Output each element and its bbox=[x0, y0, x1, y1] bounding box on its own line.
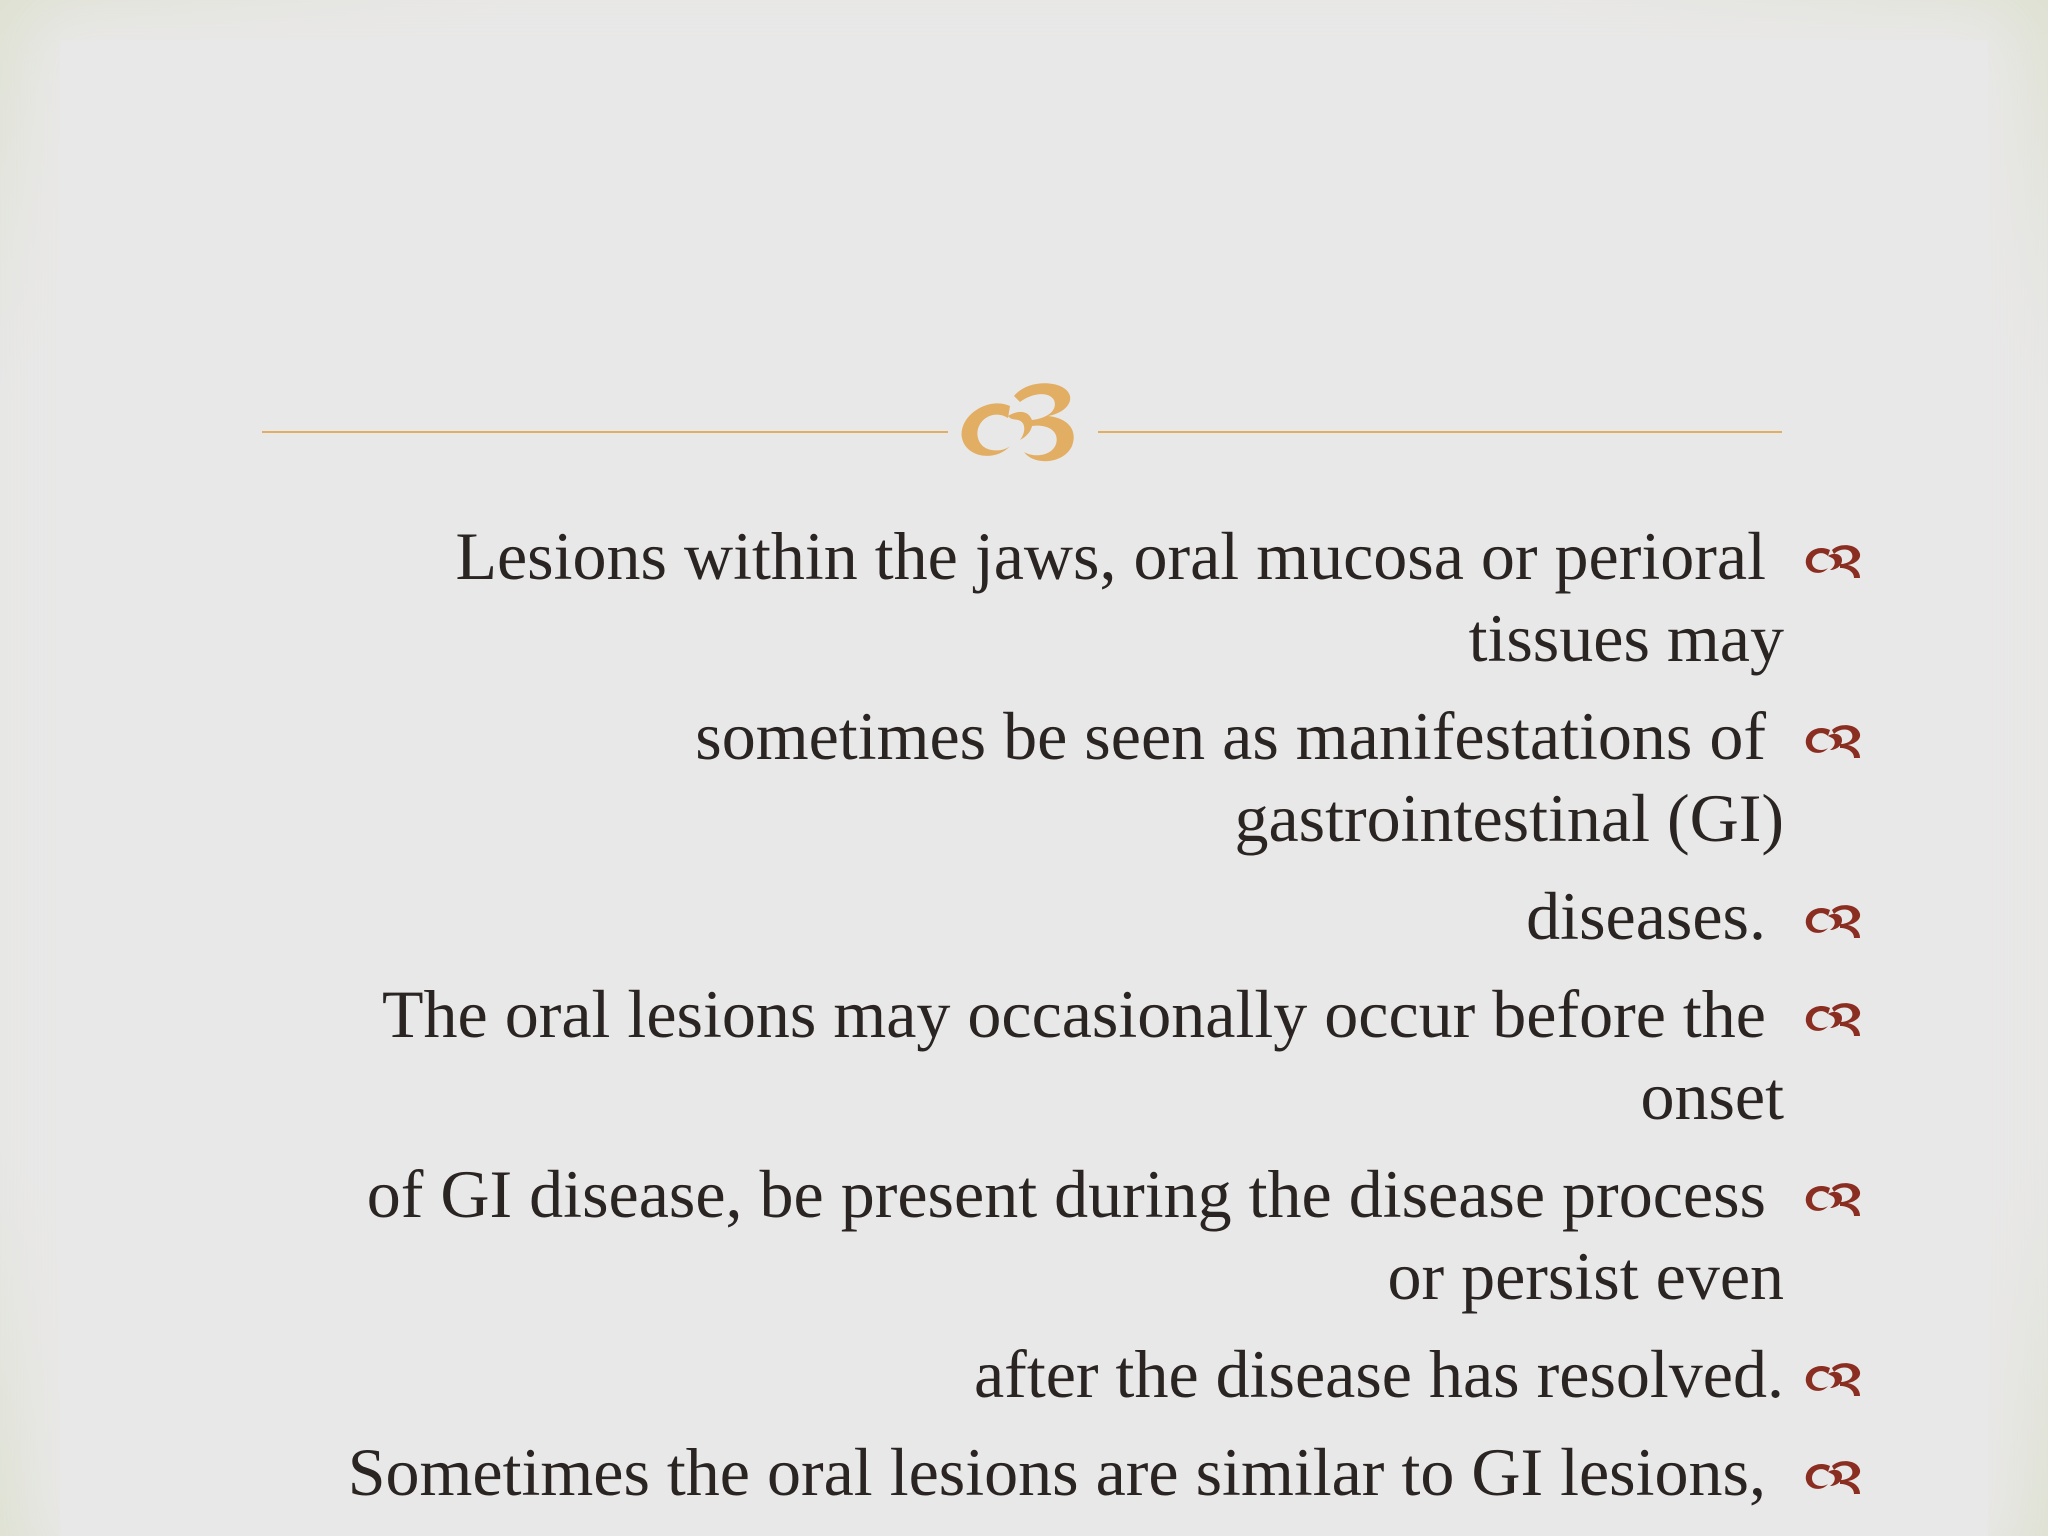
cr-scroll-bullet-icon bbox=[1800, 900, 1870, 940]
list-item bbox=[148, 696, 2048, 776]
list-item-text: tissues may bbox=[1468, 600, 1784, 676]
list-item-continuation bbox=[148, 1236, 2048, 1316]
cr-scroll-bullet-icon bbox=[1800, 1456, 1870, 1496]
cr-scroll-bullet-icon bbox=[1800, 720, 1870, 760]
list-item-text: sometimes be seen as manifestations of bbox=[695, 698, 1766, 774]
list-item bbox=[148, 1154, 2048, 1234]
list-item-text: Sometimes the oral lesions are similar to GI lesions, bbox=[347, 1434, 1766, 1510]
list-item bbox=[148, 876, 2048, 956]
list-item-text: or persist even bbox=[1387, 1238, 1784, 1314]
cr-scroll-bullet-icon bbox=[1800, 1178, 1870, 1218]
list-item-text: The oral lesions may occasionally occur before the bbox=[381, 976, 1766, 1052]
cr-scroll-bullet-icon bbox=[1800, 998, 1870, 1038]
list-item-continuation bbox=[148, 1056, 2048, 1136]
list-item-text: of GI disease, be present during the disease process bbox=[366, 1156, 1766, 1232]
list-item-text: onset bbox=[1640, 1058, 1784, 1134]
list-item bbox=[148, 974, 2048, 1054]
list-item bbox=[148, 1432, 2048, 1512]
list-item-continuation bbox=[148, 598, 2048, 678]
list-item bbox=[148, 516, 2048, 596]
cr-scroll-bullet-icon bbox=[1800, 540, 1870, 580]
list-item bbox=[148, 1334, 2048, 1414]
list-item-text: Lesions within the jaws, oral mucosa or perioral bbox=[455, 518, 1766, 594]
cr-scroll-bullet-icon bbox=[1800, 1358, 1870, 1398]
list-item-text: after the disease has resolved. bbox=[974, 1336, 1784, 1412]
list-item-text: gastrointestinal (GI) bbox=[1234, 780, 1784, 856]
list-item-text: diseases. bbox=[1526, 878, 1766, 954]
list-item-continuation bbox=[148, 778, 2048, 858]
